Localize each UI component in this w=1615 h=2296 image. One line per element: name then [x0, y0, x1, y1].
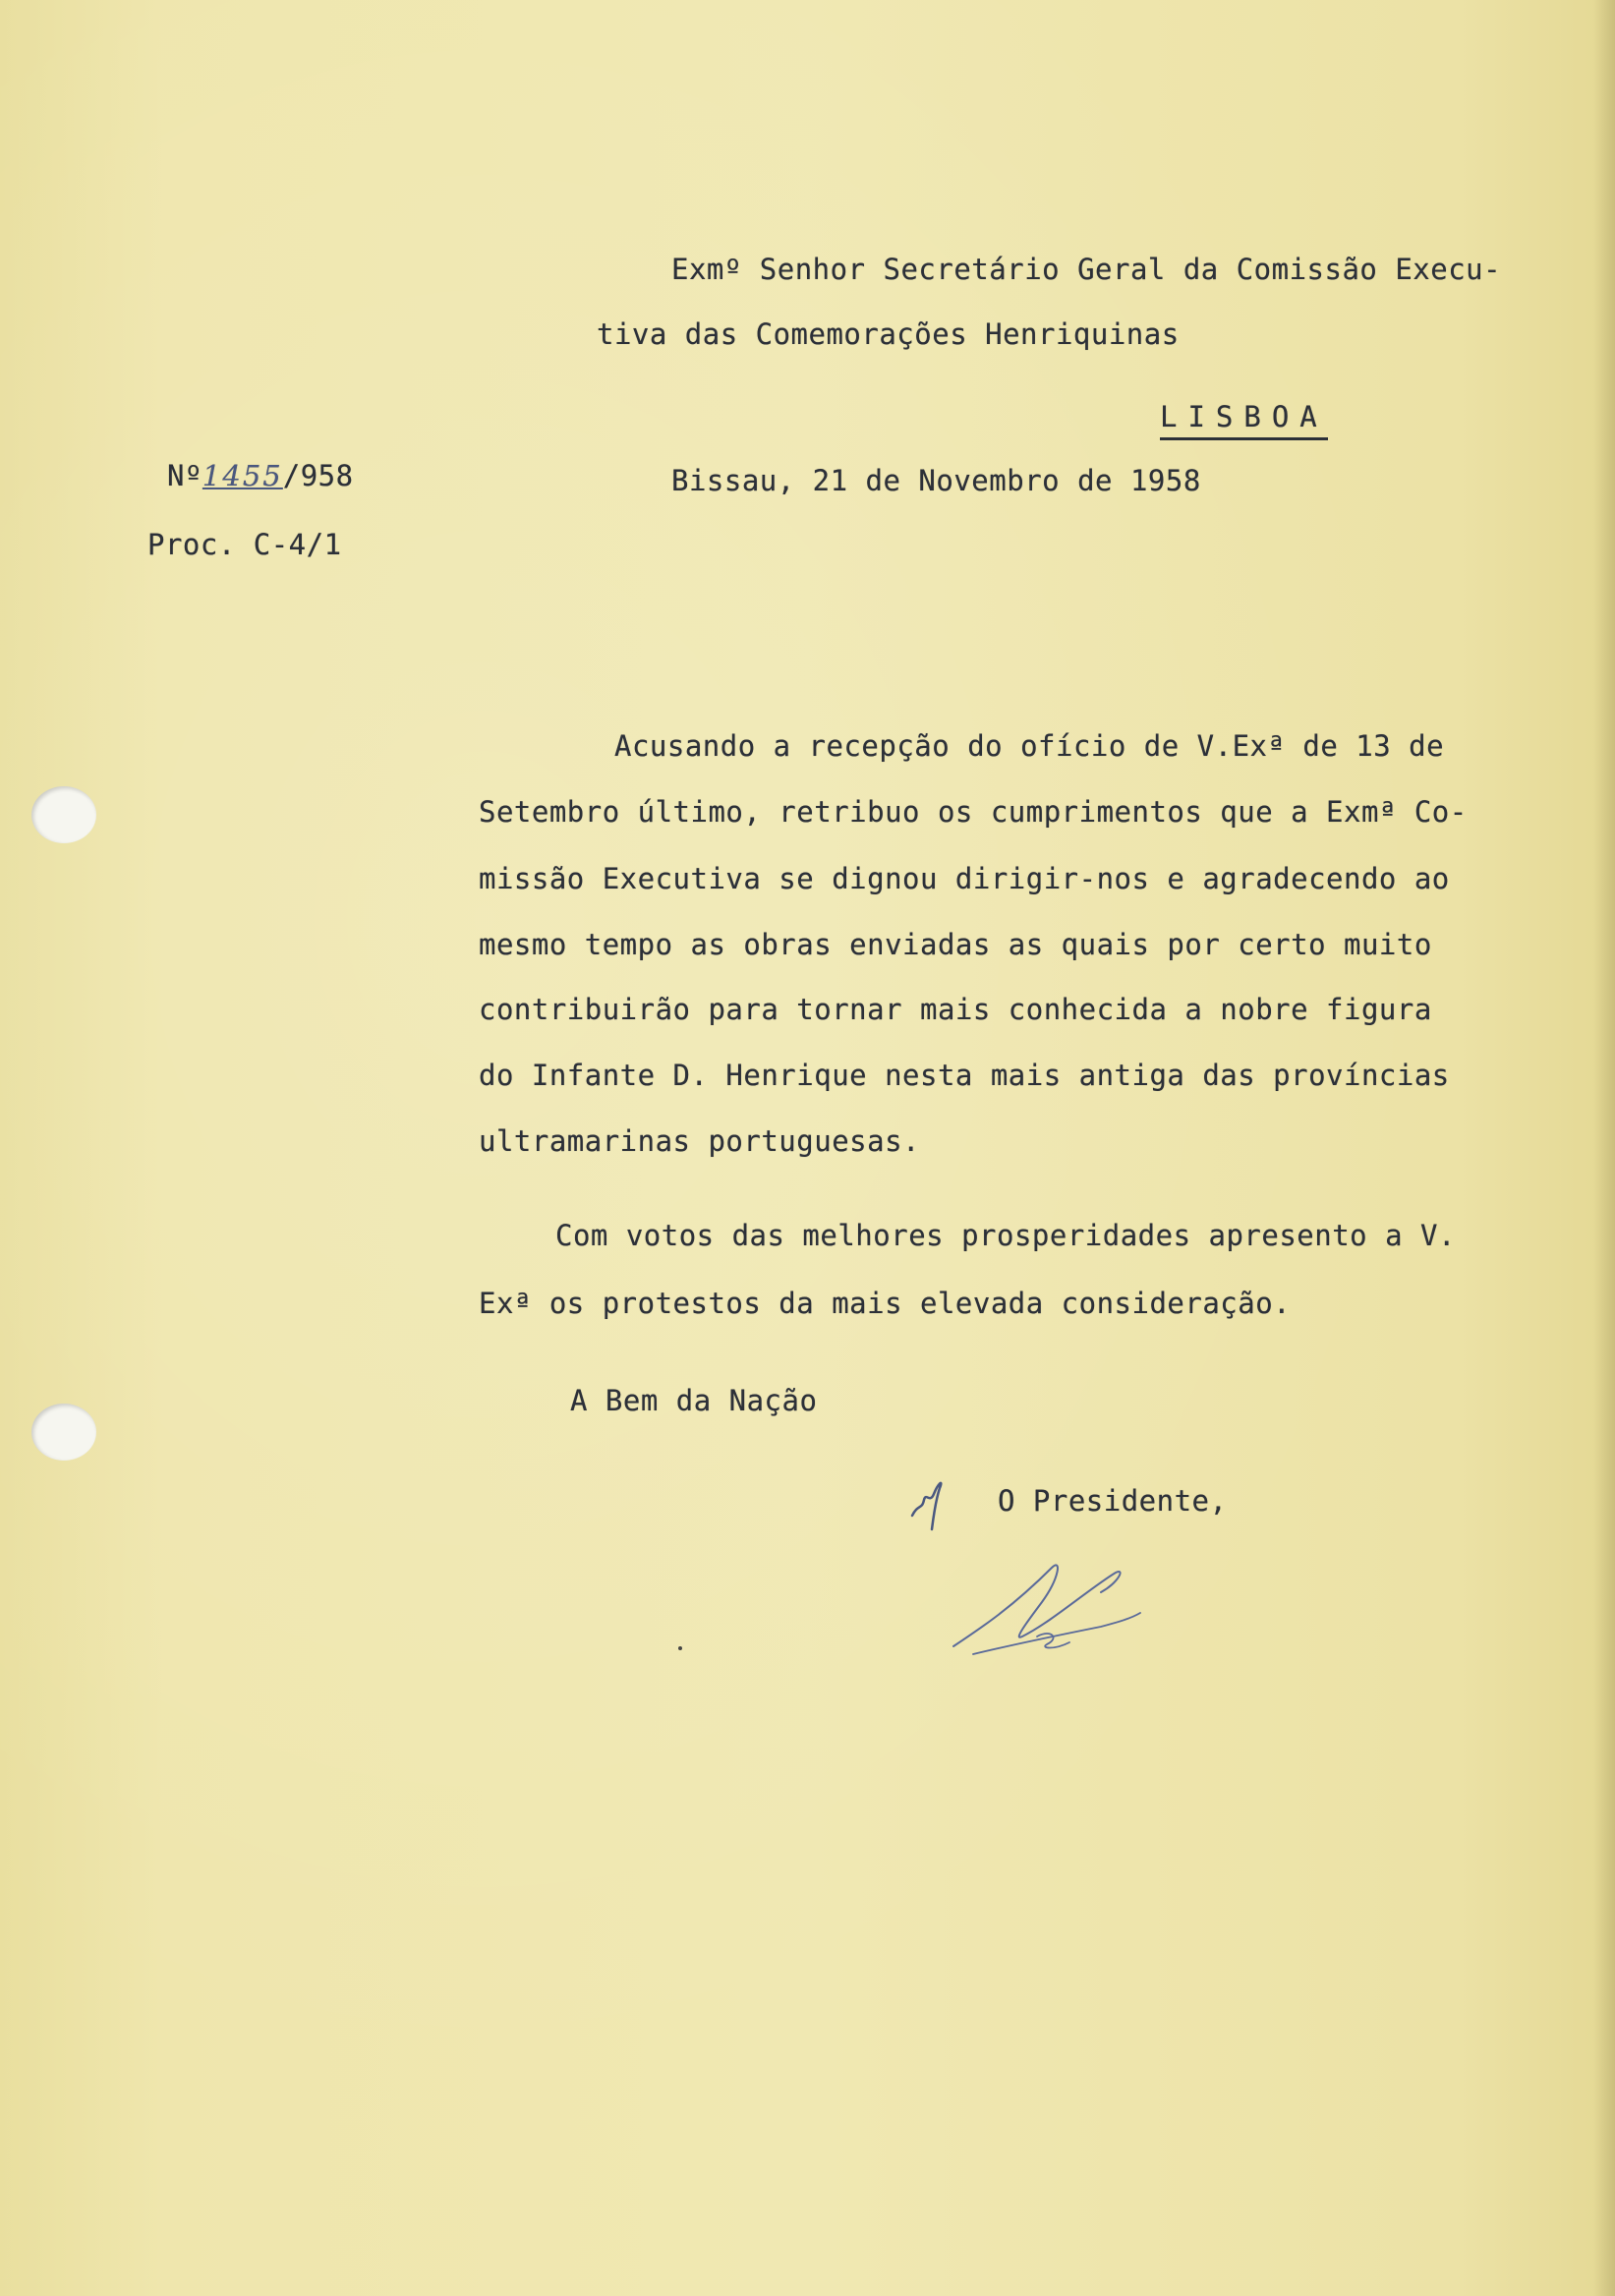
body-line-2: Setembro último, retribuo os cumprimentos que a Exmª Co- [479, 795, 1468, 829]
body-line-3: missão Executiva se dignou dirigir-nos e agradecendo ao [479, 862, 1450, 895]
body-line-6: do Infante D. Henrique nesta mais antiga das províncias [479, 1059, 1450, 1092]
addressee-line-2: tiva das Comemorações Henriquinas [597, 317, 1180, 351]
reference-number-suffix: /958 [282, 459, 354, 492]
closing-line-1: Com votos das melhores prosperidades apresento a V. [555, 1219, 1456, 1252]
reference-number-handwritten: 1455 [202, 459, 283, 492]
addressee-city: LISBOA [1160, 403, 1328, 440]
salutation: A Bem da Nação [570, 1384, 818, 1417]
body-line-1: Acusando a recepção do ofício de V.Exª de 13 de [614, 729, 1445, 763]
signatory-title: O Presidente, [998, 1484, 1228, 1518]
body-line-4: mesmo tempo as obras enviadas as quais por certo muito [479, 928, 1432, 961]
punch-hole-top [31, 786, 96, 843]
date-line: Bissau, 21 de Novembro de 1958 [671, 464, 1201, 497]
reference-number-prefix: Nº [167, 459, 202, 492]
body-line-5: contribuirão para tornar mais conhecida a nobre figura [479, 993, 1432, 1026]
paper-edge-shadow [1593, 0, 1615, 2296]
reference-number [167, 459, 354, 492]
handwritten-initial [904, 1464, 973, 1533]
punch-hole-bottom [31, 1404, 96, 1461]
paper-speck [678, 1646, 682, 1650]
body-line-7: ultramarinas portuguesas. [479, 1124, 920, 1158]
closing-line-2: Exª os protestos da mais elevada consideração. [479, 1287, 1292, 1320]
handwritten-signature [944, 1548, 1170, 1666]
reference-process: Proc. C-4/1 [147, 528, 342, 561]
addressee-line-1: Exmº Senhor Secretário Geral da Comissão Execu- [671, 253, 1502, 286]
